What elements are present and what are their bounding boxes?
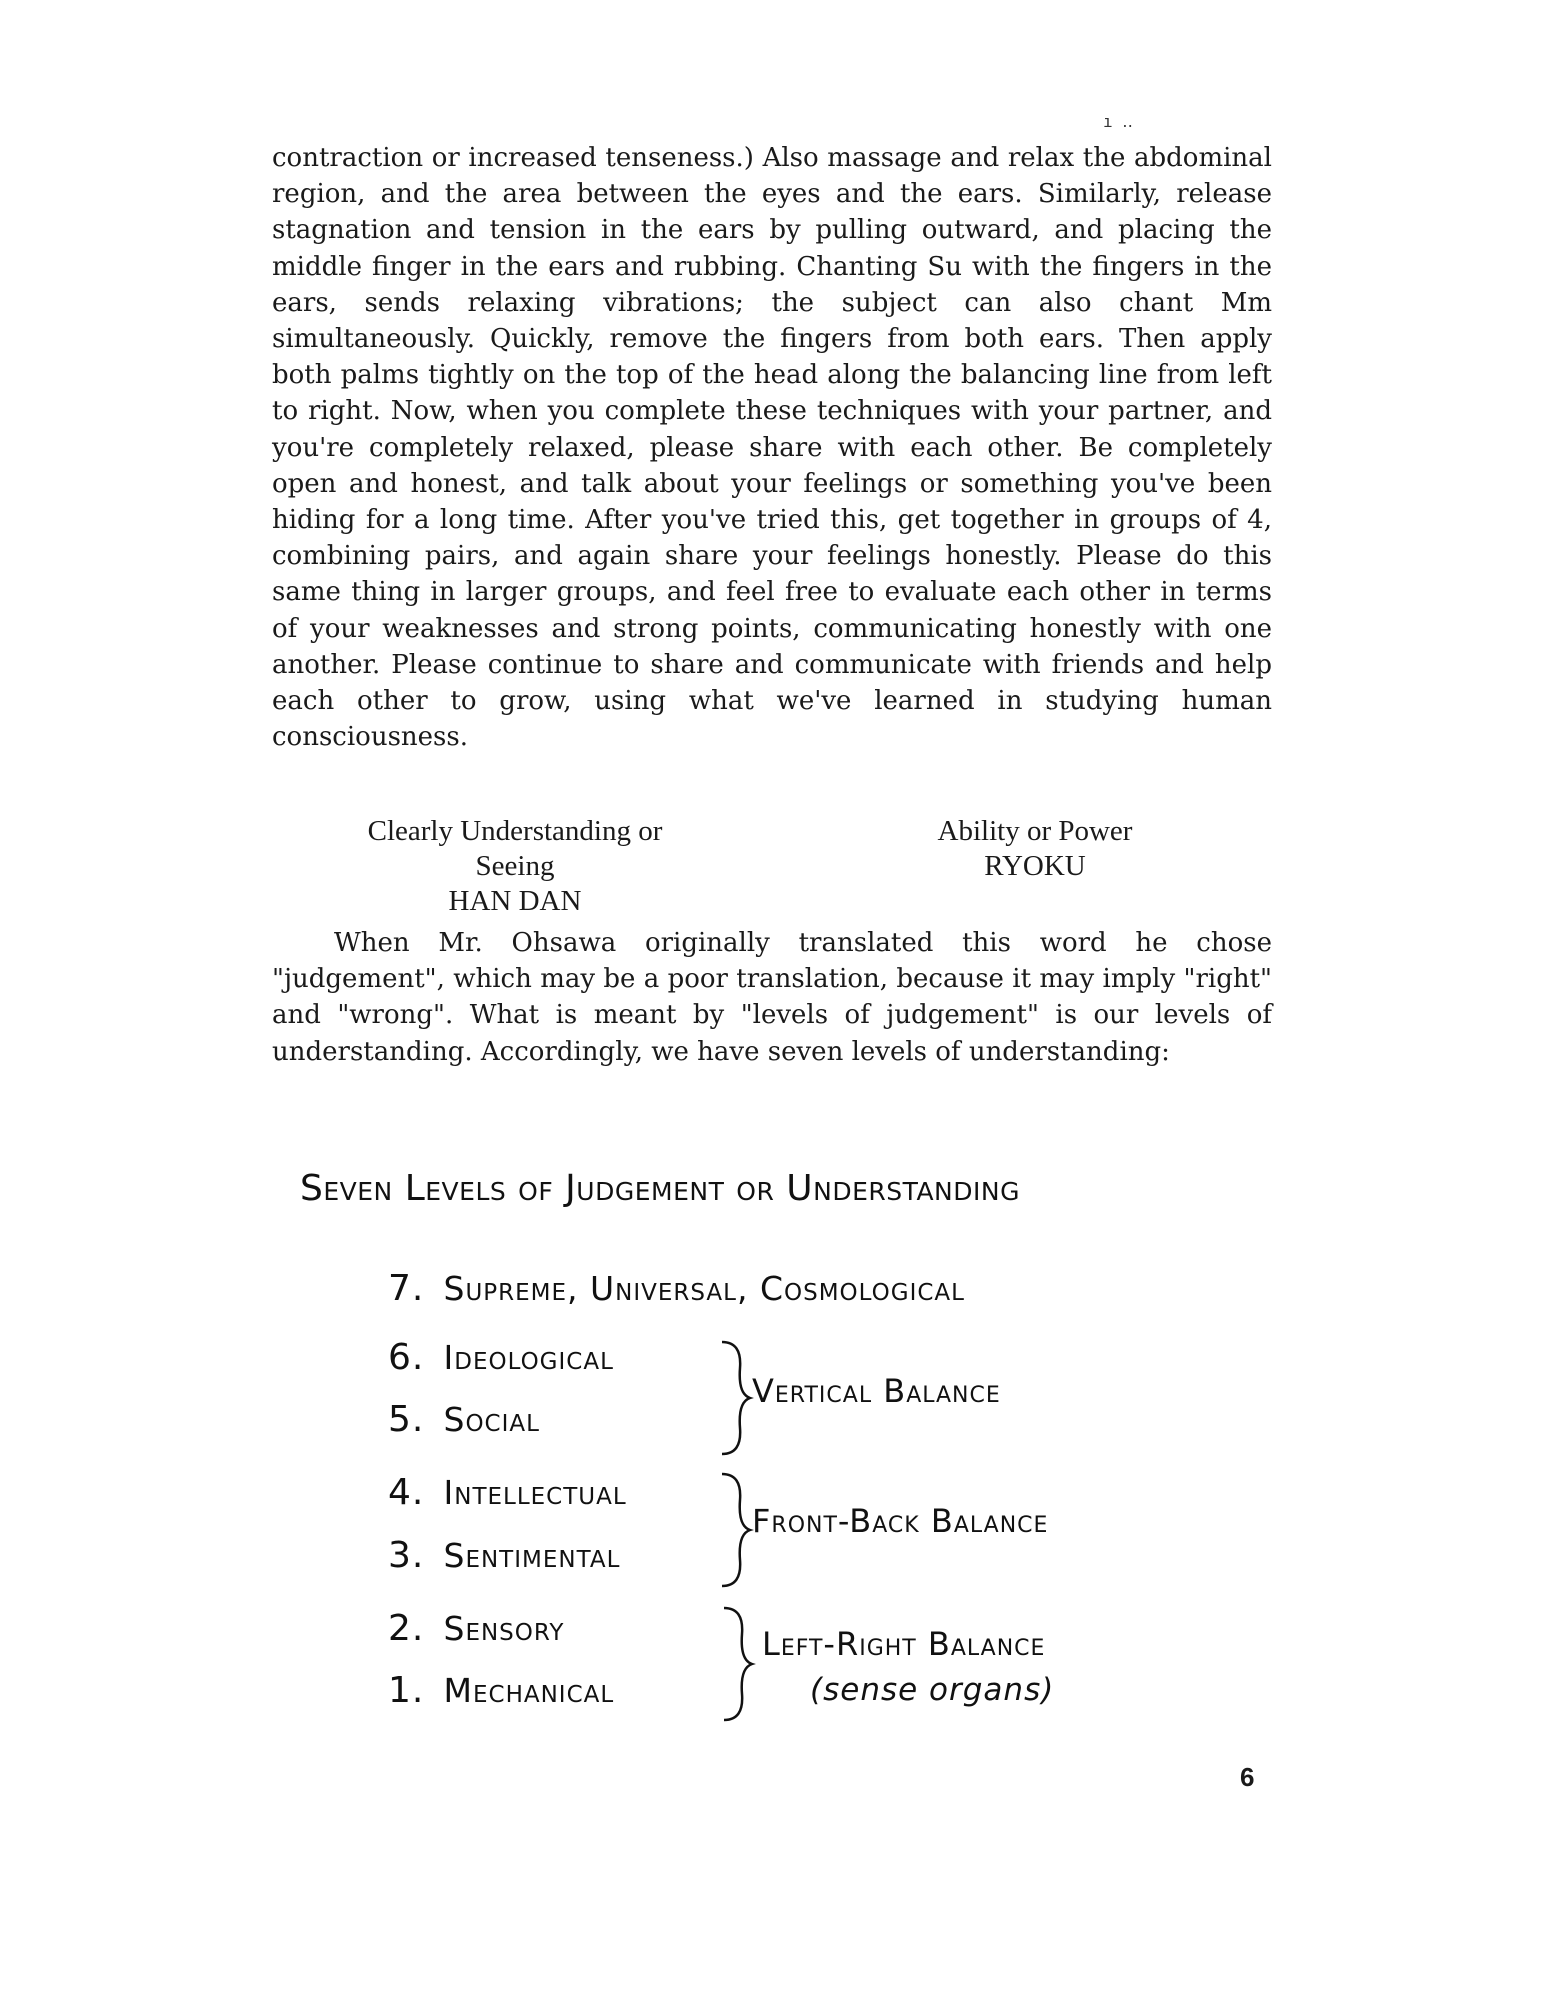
level-label: Sentimental (443, 1536, 621, 1575)
group-front-back-balance: Front-Back Balance (752, 1502, 1049, 1540)
brace-vertical (718, 1338, 754, 1458)
level-number: 6. (388, 1337, 425, 1378)
level-5 (388, 1399, 540, 1440)
diagram-title: Seven Levels of Judgement or Understanding (300, 1168, 1020, 1209)
page-number: 6 (1240, 1762, 1255, 1792)
level-number: 2. (388, 1608, 425, 1649)
brace-left-right (720, 1604, 756, 1724)
term-han-dan-meaning: Clearly Understanding or Seeing (367, 815, 663, 882)
level-6 (388, 1337, 614, 1378)
level-label: Sensory (443, 1609, 565, 1648)
brace-front-back (718, 1470, 754, 1590)
level-number: 7. (388, 1268, 425, 1309)
level-label: Intellectual (443, 1473, 627, 1512)
header-mark: ı ‥ (1103, 112, 1133, 131)
group-left-right-balance: Left-Right Balance (762, 1625, 1046, 1663)
level-label: Mechanical (443, 1671, 615, 1710)
level-3 (388, 1535, 620, 1576)
level-7 (388, 1268, 965, 1309)
group-vertical-balance: Vertical Balance (752, 1372, 1001, 1410)
level-label: Supreme, Universal, Cosmological (443, 1269, 965, 1308)
term-han-dan-word: HAN DAN (448, 885, 582, 917)
term-ryoku-word: RYOKU (984, 850, 1086, 882)
term-ryoku (915, 814, 1155, 884)
term-han-dan (340, 814, 690, 919)
level-number: 3. (388, 1535, 425, 1576)
level-1 (388, 1670, 614, 1711)
level-label: Social (443, 1400, 540, 1439)
paragraph-2: When Mr. Ohsawa originally translated this word he chose "judgement", which may be a poor translation, because it may imply "right" and "wrong". What is meant by "levels of judgement" is our levels of understanding. Accordingly, we have seven levels of understanding: (272, 928, 1272, 1067)
level-label: Ideological (443, 1338, 614, 1377)
level-4 (388, 1472, 627, 1513)
paragraph-1: contraction or increased tenseness.) Also massage and relax the abdominal region, and the area between the eyes and the ears. Similarly, release stagnation and tension in the ears by pulling outward, and placing the middle finger in the ears and rubbing. Chanting Su with the fingers in the ears, sends relaxing vibrations; the subject can also chant Mm simultaneously. Quickly, remove the fingers from both ears. Then apply both palms tightly on the top of the head along the balancing line from left to right. Now, when you complete these techniques with your partner, and you're completely relaxed, please share with each other. Be completely open and honest, and talk about your feelings or something you've been hiding for a long time. After you've tried this, get together in groups of 4, combining pairs, and again share your feelings honestly. Please do this same thing in larger groups, and feel free to evaluate each other in terms of your weaknesses and strong points, communicating honestly with one another. Please continue to share and communicate with friends and help each other to grow, using what we've learned in studying human consciousness. (272, 143, 1272, 753)
level-2 (388, 1608, 564, 1649)
level-number: 4. (388, 1472, 425, 1513)
level-number: 5. (388, 1399, 425, 1440)
term-ryoku-meaning: Ability or Power (937, 815, 1133, 847)
group-left-right-note: (sense organs) (810, 1672, 1055, 1708)
level-number: 1. (388, 1670, 425, 1711)
